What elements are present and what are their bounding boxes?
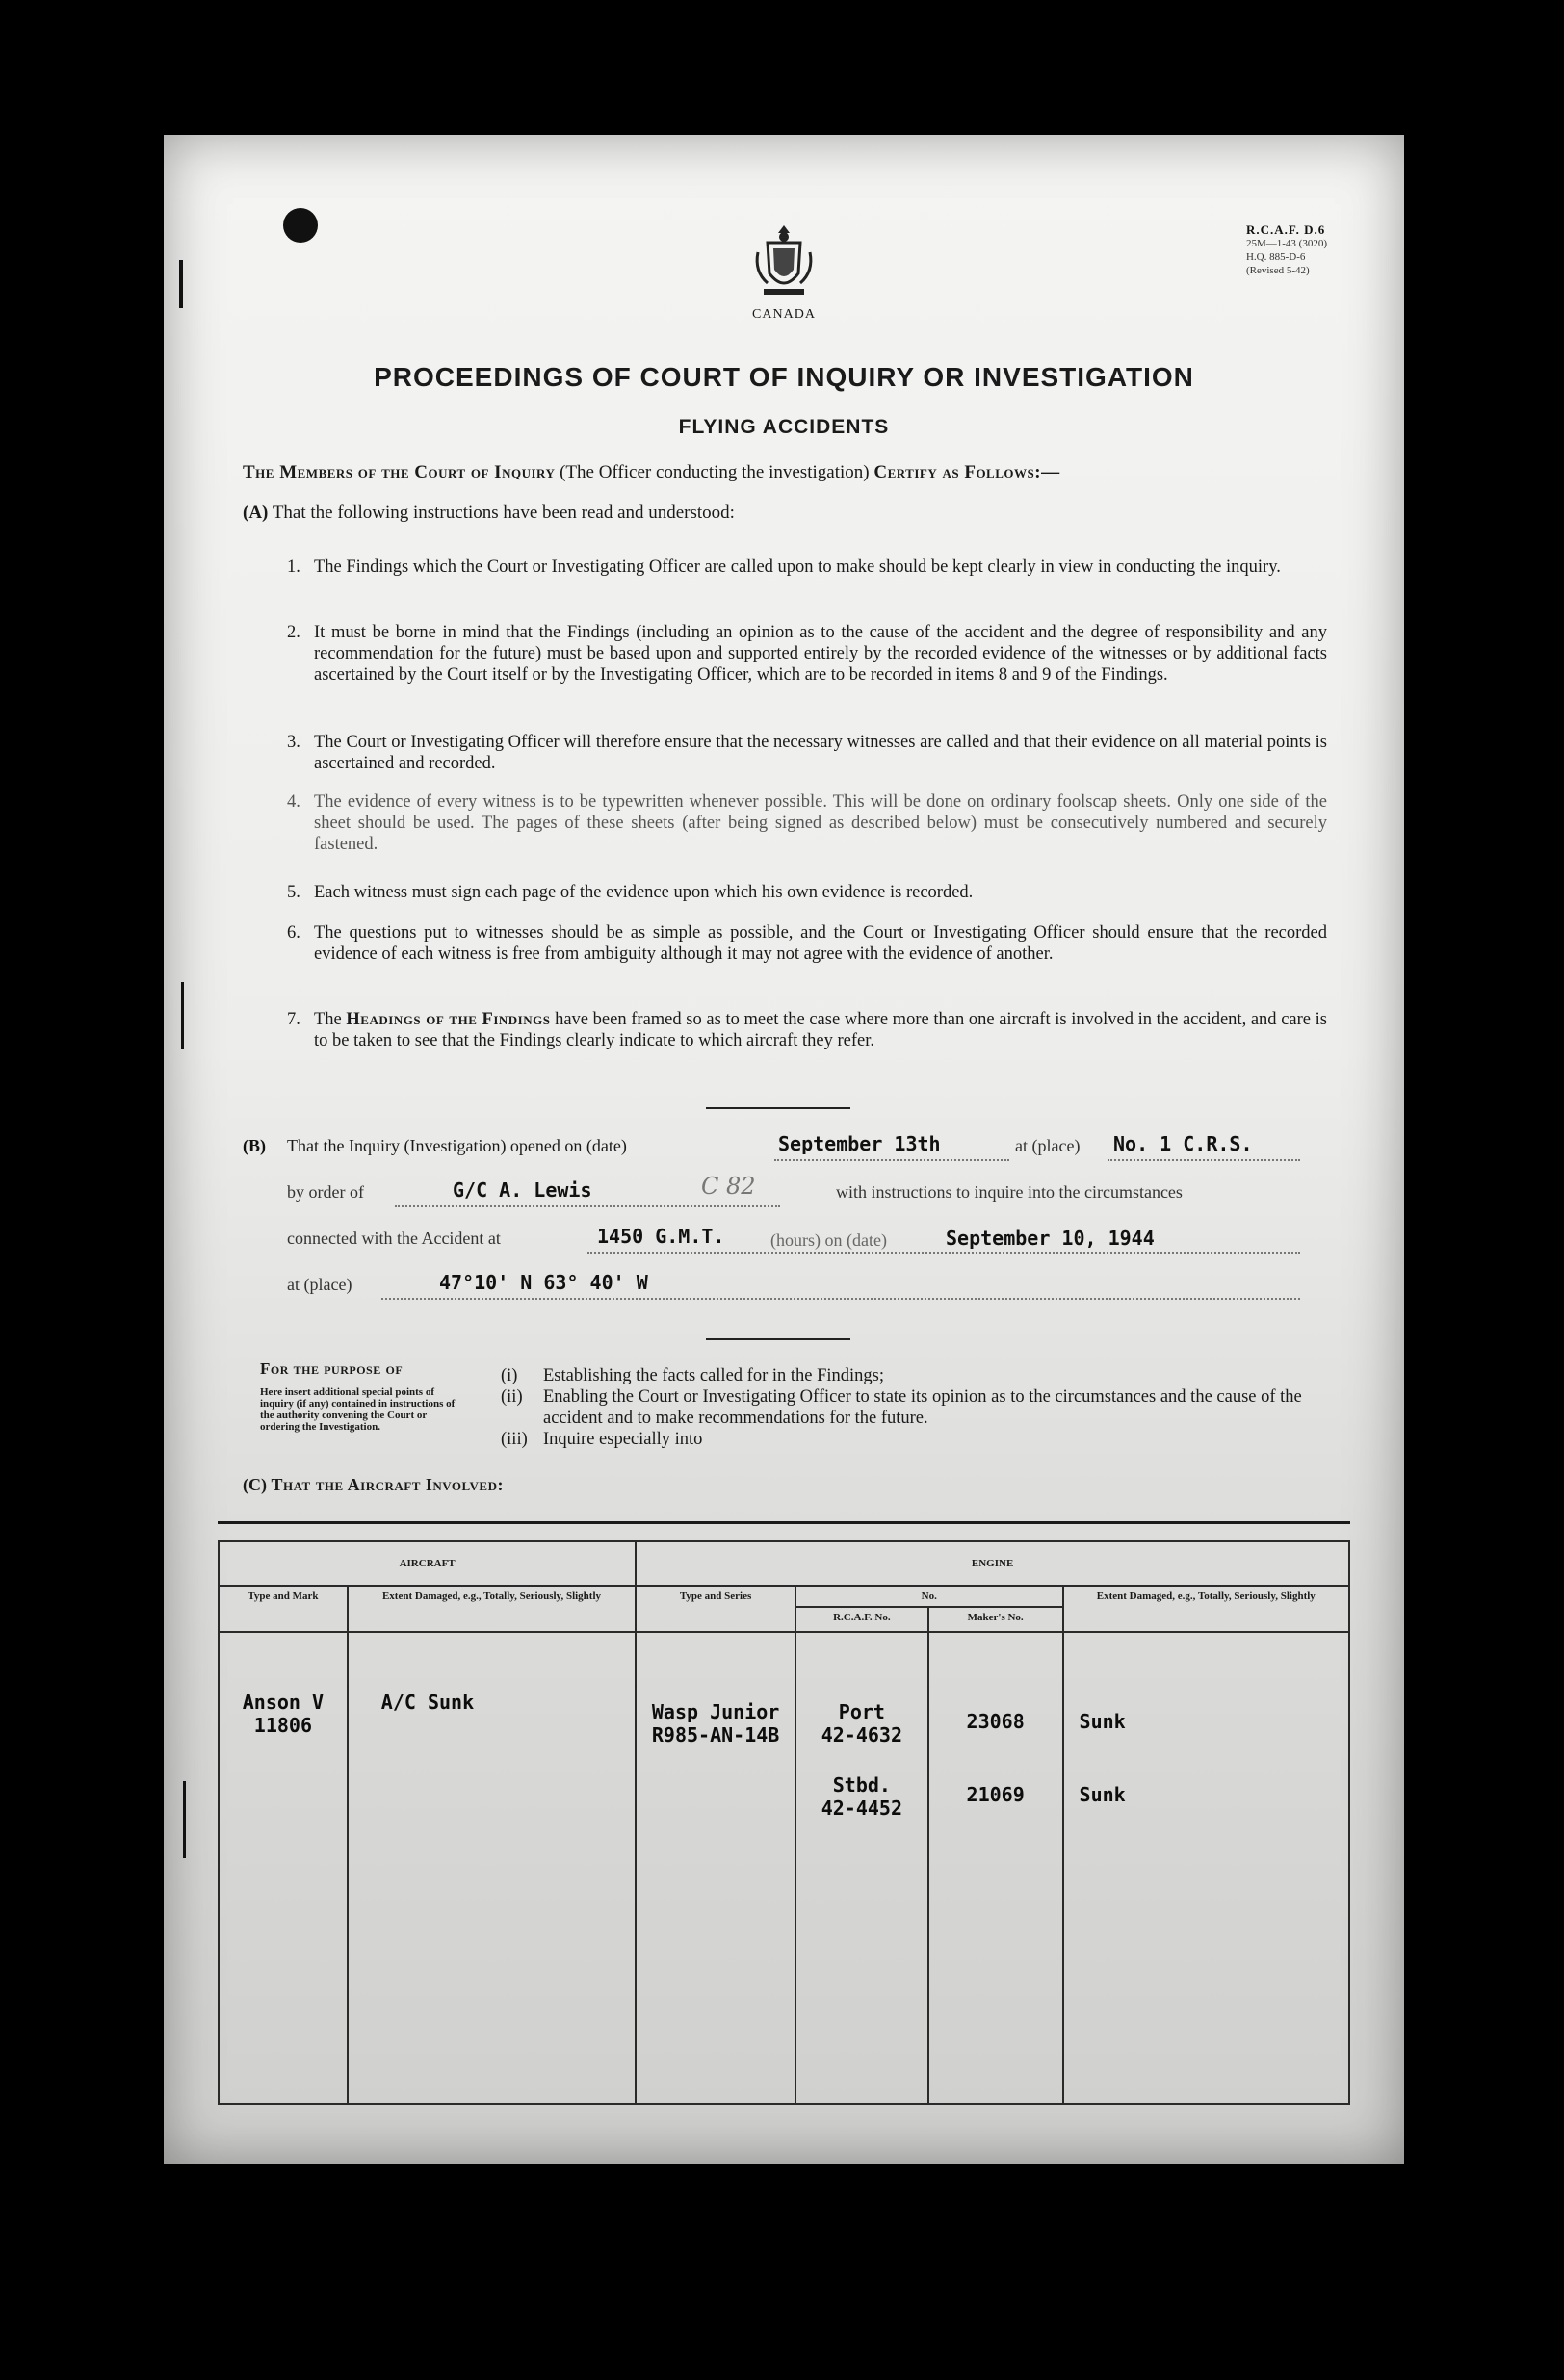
engine-series: R985-AN-14B — [651, 1723, 780, 1746]
dotted-line — [395, 1205, 780, 1207]
place-value: No. 1 C.R.S. — [1113, 1132, 1253, 1155]
purpose-note: Here insert additional special points of inquiry (if any) contained in instructions of the authority convening the Court or ordering the Investigation. — [260, 1386, 456, 1433]
purpose-item — [501, 1365, 1329, 1386]
item-number: 2. — [287, 623, 300, 642]
aircraft-header: AIRCRAFT — [219, 1541, 636, 1586]
aircraft-type-cell — [219, 1632, 348, 2104]
item-text: The questions put to witnesses should be as simple as possible, and the Court or Investigating Officer should ensure that the recorded evidence of each witness is free from ambiguity although it may not agree with the evidence of another. — [314, 923, 1327, 964]
engine-no-header: No. — [795, 1586, 1063, 1607]
instruction-item — [287, 882, 1327, 903]
scan-artifact — [179, 260, 183, 308]
item-number: 1. — [287, 557, 300, 577]
punch-hole — [283, 208, 318, 243]
accident-time-value: 1450 G.M.T. — [597, 1225, 725, 1248]
section-c-label: (C) — [243, 1475, 267, 1494]
opened-date-value: September 13th — [778, 1132, 941, 1155]
item-number: 7. — [287, 1010, 300, 1029]
crest-caption: CANADA — [752, 307, 816, 322]
engine2-position: Stbd. — [832, 1773, 891, 1797]
item-text: Each witness must sign each page of the evidence upon which his own evidence is recorded. — [314, 883, 974, 902]
order-by-value: G/C A. Lewis — [453, 1178, 592, 1202]
purpose-text: Enabling the Court or Investigating Officer to state its opinion as to the circumstances and the cause of the accident and to make recommendations for the future. — [543, 1387, 1302, 1428]
section-b-label: (B) — [243, 1136, 266, 1155]
engine1-position: Port — [838, 1700, 885, 1723]
type-mark-header: Type and Mark — [219, 1586, 348, 1632]
order-by-handwritten: C 82 — [701, 1173, 756, 1200]
purpose-list — [501, 1365, 1329, 1450]
aircraft-engine-table — [218, 1540, 1350, 2105]
certify-statement — [243, 462, 1321, 483]
item-text-post: have been framed so as to meet the case where more than one aircraft is involved in the accident, and care is to be taken to see that the Findings clearly indicate to which aircraft they refer. — [314, 1010, 1327, 1050]
section-a-heading — [243, 503, 1321, 524]
crest-icon — [750, 223, 818, 300]
item-text — [314, 1009, 1327, 1051]
aircraft-type: Anson V — [242, 1691, 325, 1714]
canada-crest — [742, 223, 826, 339]
place-label: at (place) — [1015, 1136, 1081, 1155]
section-c-text: That the Aircraft Involved: — [271, 1475, 504, 1494]
purpose-item — [501, 1386, 1329, 1429]
instruction-item — [287, 732, 1327, 774]
engine1-makers-no: 23068 — [966, 1710, 1025, 1733]
certify-officer: (The Officer conducting the investigation) — [560, 462, 870, 482]
engine-type-cell — [636, 1632, 795, 2104]
engine-damage-header: Extent Damaged, e.g., Totally, Seriously, Slightly — [1063, 1586, 1349, 1632]
type-series-header: Type and Series — [636, 1586, 795, 1632]
page-subtitle: FLYING ACCIDENTS — [678, 416, 890, 438]
purpose-label: For the purpose of — [260, 1359, 404, 1378]
purpose-block — [260, 1359, 510, 1433]
engine2-damage: Sunk — [1079, 1783, 1126, 1806]
item-number: 6. — [287, 923, 300, 943]
instruction-item — [287, 1009, 1327, 1051]
engine2-rcaf-no: 42-4452 — [821, 1797, 903, 1820]
accident-place-value: 47°10' N 63° 40' W — [439, 1271, 648, 1294]
page-title: PROCEEDINGS OF COURT OF INQUIRY OR INVESTIGATION — [374, 362, 1194, 392]
instruction-item — [287, 791, 1327, 855]
item-text: The Findings which the Court or Investigating Officer are called upon to make should be kept clearly in view in conducting the inquiry. — [314, 557, 1281, 577]
form-number-block — [1246, 223, 1327, 277]
form-print-code: 25M—1-43 (3020) — [1245, 238, 1327, 249]
accident-date-label: (hours) on (date) — [770, 1230, 887, 1250]
rcaf-no-header: R.C.A.F. No. — [795, 1607, 928, 1632]
makers-no-header: Maker's No. — [928, 1607, 1063, 1632]
dotted-line — [1108, 1159, 1300, 1161]
purpose-item — [501, 1429, 1329, 1450]
accident-time-label: connected with the Accident at — [287, 1229, 501, 1248]
item-text: The evidence of every witness is to be typewritten whenever possible. This will be done on ordinary foolscap sheets. Only one side of the sheet should be used. The pages of these sheets (after being signed as described below) must be consecutively numbered and securely fastened. — [314, 792, 1327, 854]
purpose-text: Establishing the facts called for in the Findings; — [543, 1366, 885, 1385]
section-a-intro: That the following instructions have been read and understood: — [272, 503, 735, 523]
instruction-item — [287, 922, 1327, 965]
table-top-rule — [218, 1521, 1350, 1524]
engine-rcaf-cell — [795, 1632, 928, 2104]
item-text: It must be borne in mind that the Findings (including an opinion as to the cause of the accident and the degree of responsibility and any recommendation for the future) must be based upon and supported entirely by the recorded evidence of the witnesses or by additional facts ascertained by the Court itself or by the Investigating Officer, which are to be recorded in items 8 and 9 of the Findings. — [314, 623, 1327, 685]
purpose-numeral: (ii) — [501, 1387, 523, 1407]
engine-type: Wasp Junior — [651, 1700, 780, 1723]
divider — [706, 1338, 850, 1340]
certify-follows: Certify as Follows:— — [873, 462, 1060, 482]
item-number: 5. — [287, 883, 300, 902]
scan-artifact — [183, 1781, 186, 1858]
purpose-numeral: (iii) — [501, 1430, 528, 1449]
dotted-line — [774, 1159, 1009, 1161]
aircraft-damage: A/C Sunk — [380, 1691, 475, 1714]
aircraft-damage-header: Extent Damaged, e.g., Totally, Seriously, Slightly — [348, 1586, 636, 1632]
item-number: 4. — [287, 792, 300, 812]
divider — [706, 1107, 850, 1109]
dotted-line — [381, 1298, 1300, 1300]
opened-date-label: That the Inquiry (Investigation) opened on (date) — [287, 1136, 627, 1155]
form-revision: (Revised 5-42) — [1245, 265, 1310, 276]
scan-artifact — [181, 982, 184, 1049]
section-c-heading — [243, 1475, 504, 1495]
section-a-label: (A) — [243, 503, 269, 523]
instructions-label: with instructions to inquire into the circumstances — [836, 1182, 1183, 1202]
engine-header: ENGINE — [636, 1541, 1349, 1586]
form-hq-code: H.Q. 885-D-6 — [1245, 251, 1306, 263]
engine-makers-cell — [928, 1632, 1063, 2104]
engine1-rcaf-no: 42-4632 — [821, 1723, 903, 1746]
item-text-headings: Headings of the Findings — [346, 1010, 551, 1029]
form-number: R.C.A.F. D.6 — [1245, 222, 1326, 237]
item-text-pre: The — [314, 1010, 342, 1029]
table-row — [219, 1632, 1349, 2104]
item-number: 3. — [287, 733, 300, 752]
purpose-numeral: (i) — [501, 1366, 518, 1385]
certify-members: The Members of the Court of Inquiry — [243, 462, 556, 482]
aircraft-serial: 11806 — [253, 1714, 312, 1737]
item-text: The Court or Investigating Officer will therefore ensure that the necessary witnesses are called and that their evidence on all material points is ascertained and recorded. — [314, 733, 1327, 773]
accident-place-label: at (place) — [287, 1275, 352, 1294]
order-by-label: by order of — [287, 1182, 364, 1202]
engine-damage-cell — [1063, 1632, 1349, 2104]
engine1-damage: Sunk — [1079, 1710, 1126, 1733]
aircraft-damage-cell — [348, 1632, 636, 2104]
instruction-item — [287, 622, 1327, 686]
instruction-item — [287, 556, 1327, 578]
accident-date-value: September 10, 1944 — [946, 1227, 1155, 1250]
engine2-makers-no: 21069 — [966, 1783, 1025, 1806]
document-page — [164, 135, 1404, 2164]
purpose-text: Inquire especially into — [543, 1430, 703, 1449]
dotted-line — [587, 1252, 1300, 1254]
